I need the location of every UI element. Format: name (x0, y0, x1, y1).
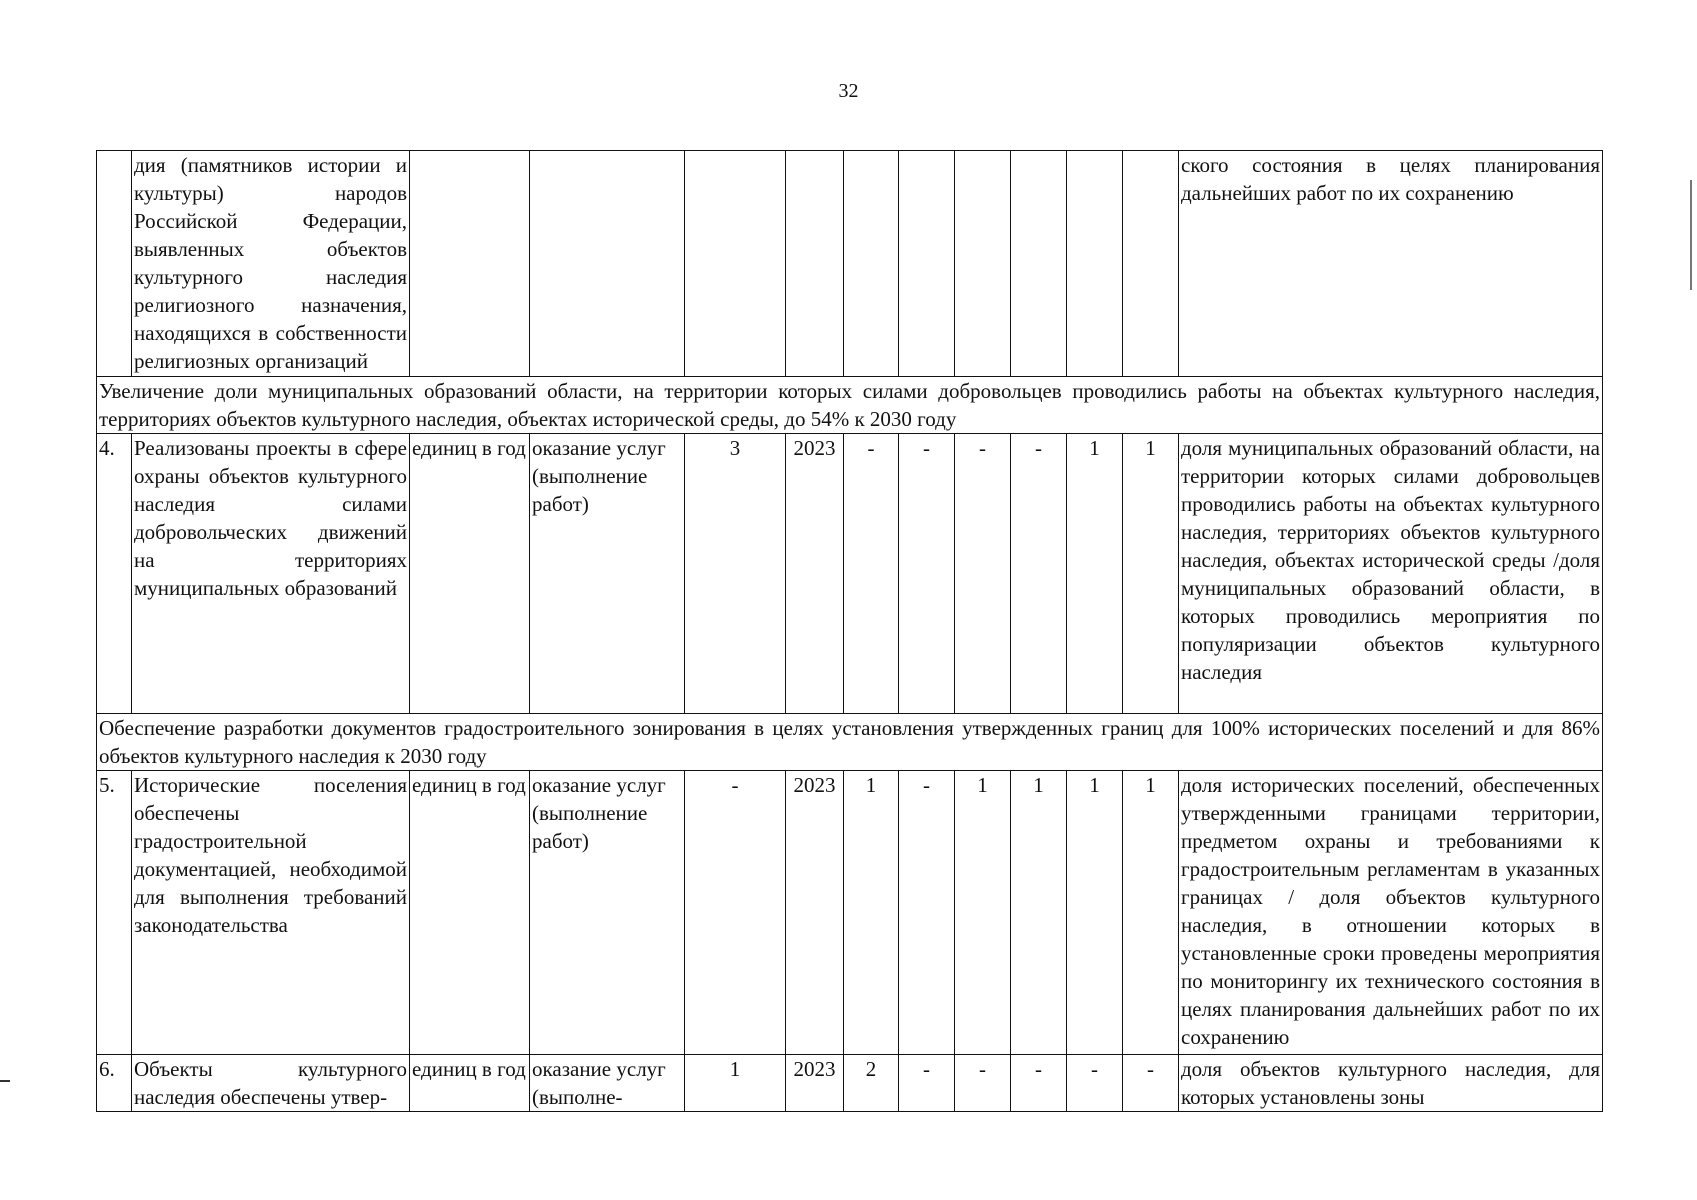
cell-indicator: ского состояния в целях планирования дальнейших работ по их сохранению (1179, 151, 1603, 377)
cell-year-1: - (844, 434, 899, 714)
cell-type (530, 151, 685, 377)
scan-mark (1690, 180, 1692, 290)
table-row (97, 771, 1603, 1055)
section-heading: Увеличение доли муниципальных образований области, на территории которых силами добровольцев проводились работы на объектах культурного наследия, территориях объектов культурного наследия, объектах исторической среды, до 54% к 2030 году (97, 377, 1603, 434)
cell-base-year: 2023 (786, 434, 844, 714)
cell-type: оказание услуг (выполнение работ) (530, 771, 685, 1055)
cell-year-5: - (1067, 1055, 1123, 1112)
cell-name: Реализованы проекты в сфере охраны объектов культурного наследия силами добровольческих движений на территориях муниципальных образований (132, 434, 410, 714)
cell-year-3: - (955, 434, 1011, 714)
section-row (97, 714, 1603, 771)
cell-year-4: - (1011, 434, 1067, 714)
cell-name: дия (памятников истории и культуры) народов Российской Федерации, выявленных объектов культурного наследия религиозного назначения, находящихся в собственности религиозных организаций (132, 151, 410, 377)
cell-indicator: доля объектов культурного наследия, для которых установлены зоны (1179, 1055, 1603, 1112)
cell-year-4: - (1011, 1055, 1067, 1112)
cell-year-6 (1123, 151, 1179, 377)
section-row (97, 377, 1603, 434)
cell-base-value: 3 (685, 434, 786, 714)
cell-year-3: - (955, 1055, 1011, 1112)
scan-mark (0, 1080, 10, 1082)
cell-year-3 (955, 151, 1011, 377)
cell-year-4: 1 (1011, 771, 1067, 1055)
cell-year-5 (1067, 151, 1123, 377)
cell-year-6: - (1123, 1055, 1179, 1112)
cell-year-5: 1 (1067, 771, 1123, 1055)
cell-indicator: доля муниципальных образований области, на территории которых силами добровольцев проводились работы на объектах культурного наследия, территориях объектов культурного наследия, объектах исторической среды /доля муниципальных образований области, в которых проводились мероприятия по популяризации объектов культурного наследия (1179, 434, 1603, 714)
cell-year-1: 1 (844, 771, 899, 1055)
results-table (96, 150, 1603, 1112)
cell-num: 6. (97, 1055, 132, 1112)
cell-year-2: - (899, 1055, 955, 1112)
cell-name: Объекты культурного наследия обеспечены утвер- (132, 1055, 410, 1112)
table-row (97, 1055, 1603, 1112)
cell-year-4 (1011, 151, 1067, 377)
cell-year-3: 1 (955, 771, 1011, 1055)
cell-base-value: - (685, 771, 786, 1055)
cell-year-2: - (899, 434, 955, 714)
cell-base-year: 2023 (786, 771, 844, 1055)
cell-year-6: 1 (1123, 434, 1179, 714)
table-row (97, 434, 1603, 714)
table-row (97, 151, 1603, 377)
cell-year-1: 2 (844, 1055, 899, 1112)
cell-year-2: - (899, 771, 955, 1055)
cell-indicator: доля исторических поселений, обеспеченных утвержденными границами территории, предметом охраны и требованиями к градостроительным регламентам в указанных границах / доля объектов культурного наследия, в отношении которых в установленные сроки проведены мероприятия по мониторингу их технического состояния в целях планирования дальнейших работ по их сохранению (1179, 771, 1603, 1055)
cell-year-5: 1 (1067, 434, 1123, 714)
cell-type: оказание услуг (выполне- (530, 1055, 685, 1112)
cell-num: 5. (97, 771, 132, 1055)
section-heading: Обеспечение разработки документов градостроительного зонирования в целях установления утвержденных границ для 100% исторических поселений и для 86% объектов культурного наследия к 2030 году (97, 714, 1603, 771)
cell-base-value (685, 151, 786, 377)
cell-year-2 (899, 151, 955, 377)
cell-unit: единиц в год (410, 434, 530, 714)
cell-unit: единиц в год (410, 771, 530, 1055)
cell-base-year (786, 151, 844, 377)
cell-base-year: 2023 (786, 1055, 844, 1112)
cell-base-value: 1 (685, 1055, 786, 1112)
cell-name: Исторические поселения обеспечены градостроительной документацией, необходимой для выполнения требований законодательства (132, 771, 410, 1055)
cell-num (97, 151, 132, 377)
cell-unit (410, 151, 530, 377)
cell-year-1 (844, 151, 899, 377)
cell-type: оказание услуг (выполнение работ) (530, 434, 685, 714)
cell-num: 4. (97, 434, 132, 714)
cell-unit: единиц в год (410, 1055, 530, 1112)
cell-year-6: 1 (1123, 771, 1179, 1055)
page-number: 32 (838, 80, 859, 102)
